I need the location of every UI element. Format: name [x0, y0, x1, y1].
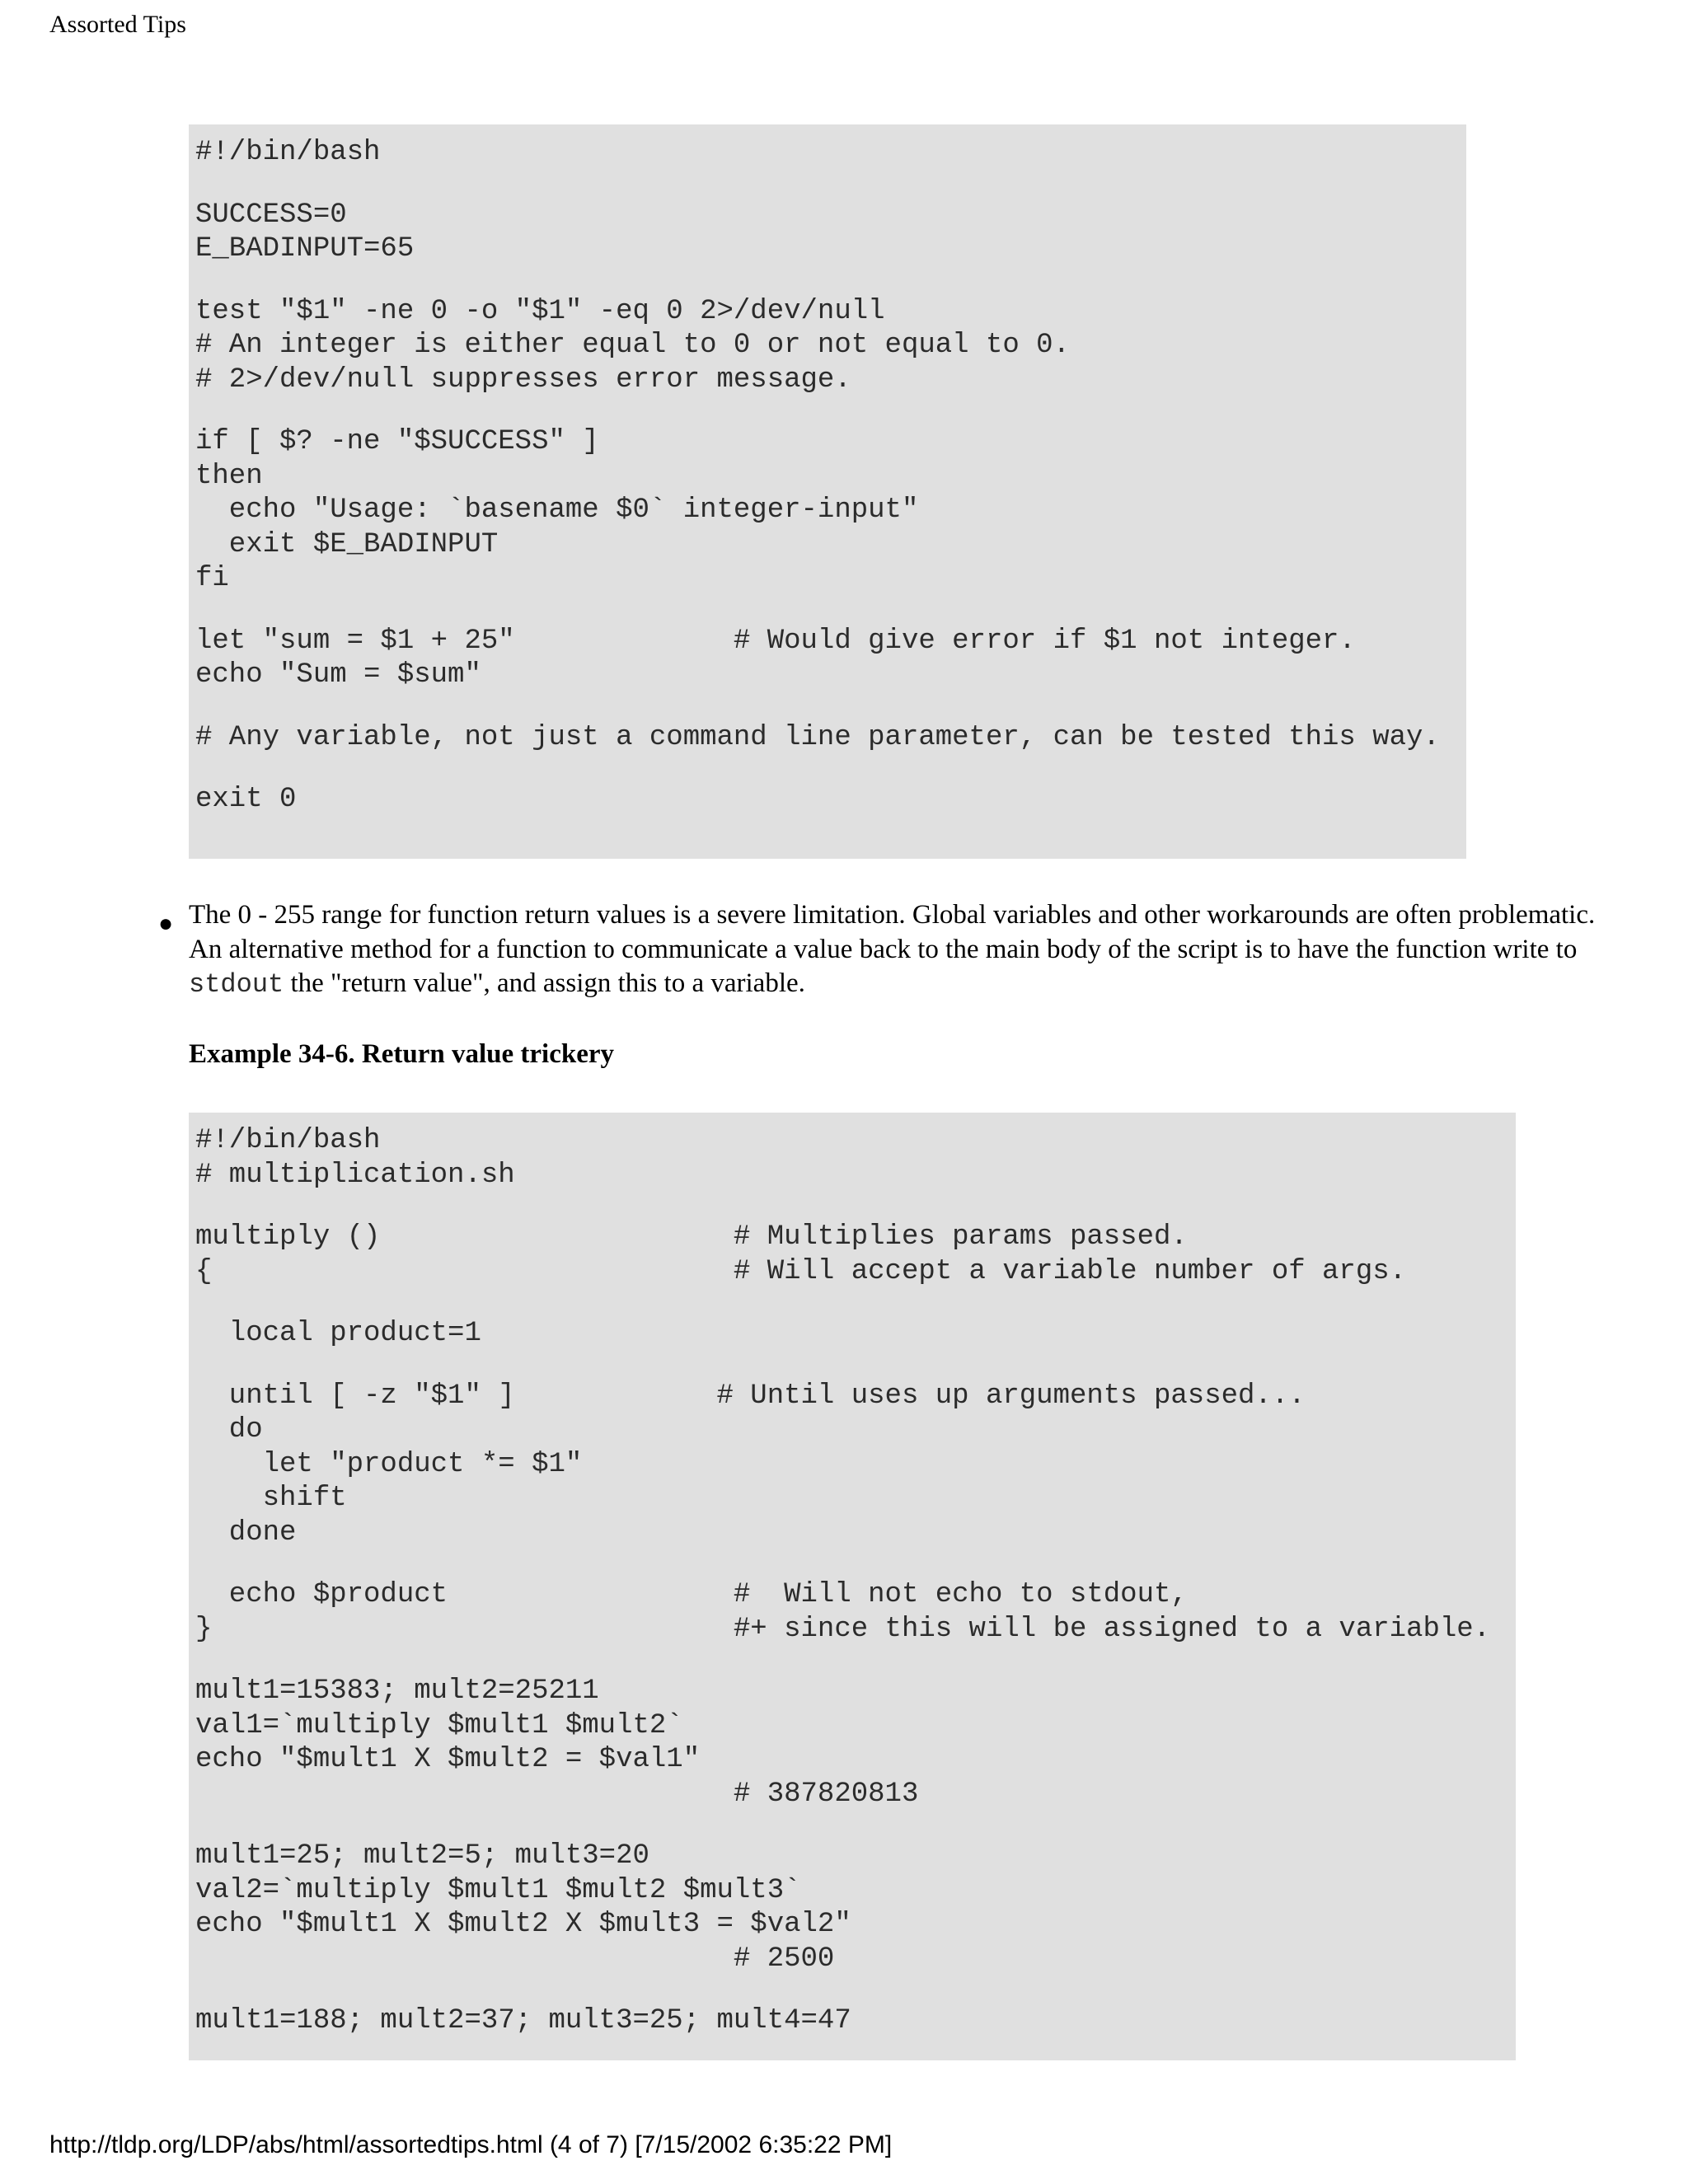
code-line: # 2>/dev/null suppresses error message. — [195, 363, 851, 396]
code-blank-line — [189, 1550, 1516, 1578]
page-header: Assorted Tips — [49, 11, 186, 38]
code-line: val1=`multiply $mult1 $mult2` — [195, 1709, 683, 1741]
code-line: } #+ since this will be assigned to a variable. — [195, 1613, 1491, 1645]
code-line: until [ -z "$1" ] # Until uses up arguments passed... — [195, 1380, 1306, 1412]
code-line: exit $E_BADINPUT — [195, 528, 499, 560]
code-blank-line — [189, 1193, 1516, 1221]
bullet-text-after: the "return value", and assign this to a variable. — [284, 968, 805, 998]
code-line: echo "$mult1 X $mult2 X $mult3 = $val2" — [195, 1909, 851, 1940]
code-line: #!/bin/bash — [195, 1125, 381, 1156]
code-line: # multiplication.sh — [195, 1159, 515, 1191]
code-line: E_BADINPUT=65 — [195, 233, 415, 265]
bullet-point-icon: ● — [158, 910, 174, 937]
code-line: if [ $? -ne "$SUCCESS" ] — [195, 426, 599, 457]
code-line: # An integer is either equal to 0 or not equal to 0. — [195, 330, 1070, 361]
code-blank-line — [189, 1647, 1516, 1675]
code-block-multiplication — [189, 1113, 1516, 2060]
code-line: val2=`multiply $mult1 $mult2 $mult3` — [195, 1874, 801, 1906]
code-line: let "product *= $1" — [195, 1448, 583, 1480]
code-blank-line — [189, 1352, 1516, 1380]
code-blank-line — [189, 171, 1466, 199]
code-blank-line — [189, 1976, 1516, 2004]
code-line: test "$1" -ne 0 -o "$1" -eq 0 2>/dev/null — [195, 295, 885, 327]
code-line: #!/bin/bash — [195, 137, 381, 168]
code-line: # 2500 — [195, 1943, 835, 1975]
bullet-paragraph — [189, 898, 1598, 1002]
code-line: SUCCESS=0 — [195, 199, 347, 231]
code-line: echo "$mult1 X $mult2 = $val1" — [195, 1744, 701, 1775]
code-line: # Any variable, not just a command line parameter, can be tested this way. — [195, 721, 1440, 753]
code-block-validate-integer — [189, 124, 1466, 859]
code-line: mult1=188; mult2=37; mult3=25; mult4=47 — [195, 2005, 851, 2036]
code-line: fi — [195, 563, 229, 594]
code-line: exit 0 — [195, 784, 297, 815]
code-line: let "sum = $1 + 25" # Would give error if $1 not integer. — [195, 625, 1356, 657]
code-blank-line — [189, 693, 1466, 721]
code-line: echo $product # Will not echo to stdout, — [195, 1579, 1188, 1610]
code-blank-line — [189, 1289, 1516, 1317]
code-line: mult1=15383; mult2=25211 — [195, 1675, 599, 1707]
example-title: Example 34-6. Return value trickery — [189, 1039, 614, 1069]
page-footer-url: http://tldp.org/LDP/abs/html/assortedtips.html (4 of 7) [7/15/2002 6:35:22 PM] — [49, 2131, 893, 2158]
code-blank-line — [189, 1811, 1516, 1840]
code-blank-line — [189, 755, 1466, 783]
code-blank-line — [189, 597, 1466, 625]
inline-code-stdout: stdout — [189, 969, 284, 1000]
code-line: local product=1 — [195, 1318, 481, 1349]
code-line: done — [195, 1516, 297, 1549]
bullet-text-before: The 0 - 255 range for function return values is a severe limitation. Global variables and other workarounds are often problematic. An alternative method for a function to communicate a value back to the main body of the script is to have the function write to — [189, 900, 1596, 964]
code-line: # 387820813 — [195, 1778, 919, 1810]
code-line: mult1=25; mult2=5; mult3=20 — [195, 1840, 649, 1872]
code-blank-line — [189, 397, 1466, 425]
code-line: echo "Usage: `basename $0` integer-input" — [195, 494, 919, 526]
code-line: { # Will accept a variable number of args. — [195, 1255, 1407, 1287]
code-line: shift — [195, 1483, 347, 1514]
code-line: then — [195, 460, 263, 492]
code-line: do — [195, 1414, 263, 1446]
code-line: echo "Sum = $sum" — [195, 659, 481, 691]
code-blank-line — [189, 267, 1466, 295]
code-line: multiply () # Multiplies params passed. — [195, 1221, 1188, 1253]
